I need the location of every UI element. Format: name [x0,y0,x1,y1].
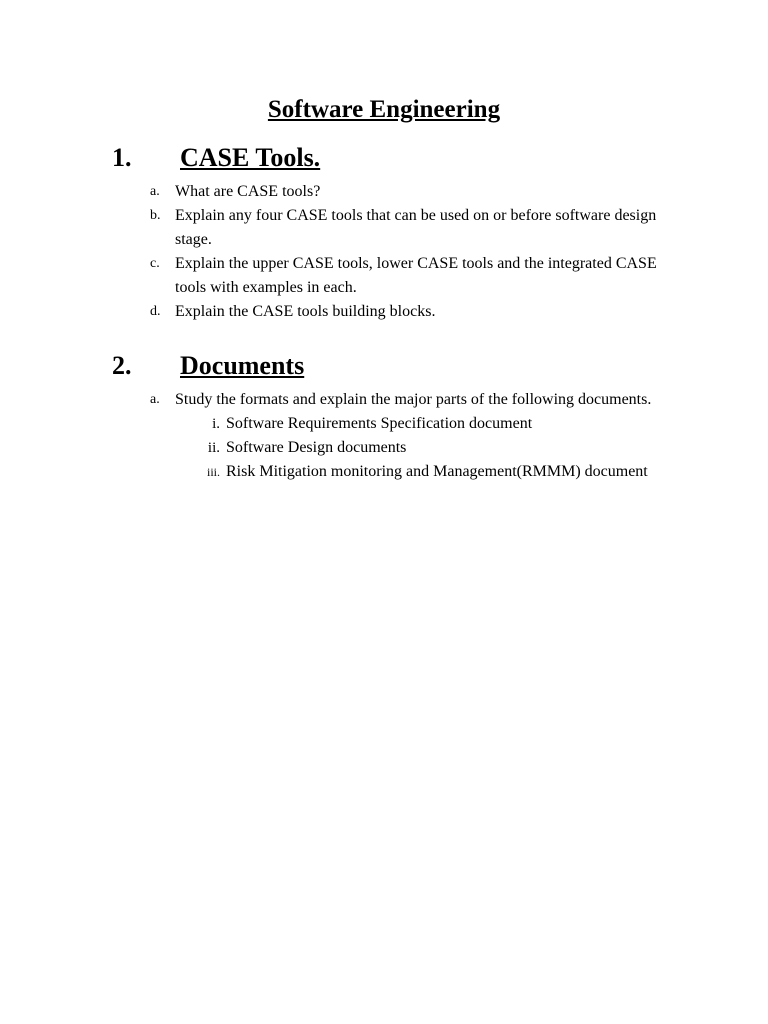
item-text: Explain any four CASE tools that can be used on or before software design stage. [175,207,657,248]
item-marker: a. [150,392,160,407]
question-list [112,180,672,324]
item-text: Explain the upper CASE tools, lower CASE tools and the integrated CASE tools with examples in each. [175,255,657,296]
sub-list-item [175,460,672,484]
item-marker: d. [150,304,161,319]
list-item [112,388,672,484]
subitem-text: Software Requirements Specification document [226,415,533,432]
list-item [112,204,672,252]
subitem-text: Software Design documents [226,439,407,456]
sub-list-item [175,412,672,436]
section-number: 1. [112,143,132,172]
question-list [112,388,672,484]
document-title: Software Engineering [267,96,501,123]
section-case-tools [112,140,672,324]
item-text: Explain the CASE tools building blocks. [175,303,436,320]
item-text: What are CASE tools? [175,183,321,200]
section-number: 2. [112,351,132,380]
section-heading [112,348,672,388]
section-title: Documents [180,351,305,380]
section-heading [112,140,672,180]
section-title: CASE Tools. [180,143,321,172]
item-marker: c. [150,256,160,271]
subitem-text: Risk Mitigation monitoring and Management(RMMM) document [226,463,648,480]
subitem-marker: iii. [206,465,220,479]
section-documents [112,348,672,484]
item-marker: a. [150,184,160,199]
sub-list [175,412,672,484]
subitem-marker: ii. [207,440,220,456]
item-text: Study the formats and explain the major parts of the following documents. [175,391,652,408]
list-item [112,180,672,204]
sub-list-item [175,436,672,460]
list-item [112,300,672,324]
list-item [112,252,672,300]
item-marker: b. [150,208,161,223]
subitem-marker: i. [212,416,220,432]
